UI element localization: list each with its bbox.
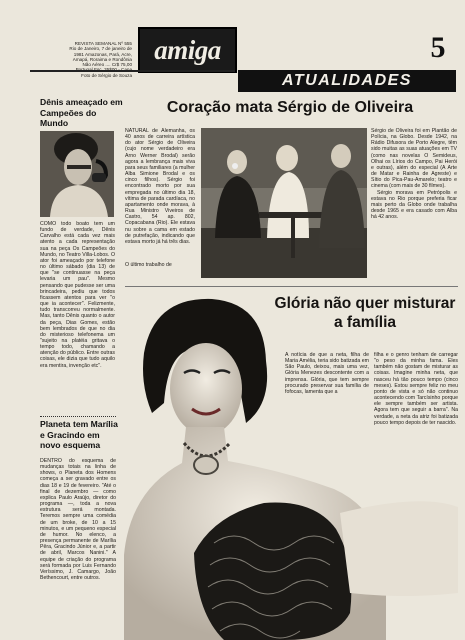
magazine-logo <box>138 27 237 73</box>
masthead-info-line: Não Aéreo .... Cr$ 75,00 <box>82 62 132 68</box>
man-with-phone-image <box>40 131 114 217</box>
masthead-rule <box>30 70 235 72</box>
sergio-photo <box>201 128 367 278</box>
planeta-body: DENTRO do esquema de mudanças totais na linha de shows, o Planeta dos Homens começa a ser gravado entre os dias 18 e 19 de fevereiro. "Até o final de dezembro — como explica Paulo Araújo, diretor do programa —, toda a nova estrutura será montada. Teremos sempre uma comédia de um broke, de 10 a 15 minutos, e um pequeno especial de humor. No elenco, a presença permanente de Marília Pêra, Gracindo Júnior e, a partir de abril, Marcos Nanini." A equipe de criação do programa será formada por Luis Fernando Veríssimo, J. Camargo, João Bethencourt, entre outros. <box>40 458 116 581</box>
logo-text: amiga <box>154 34 221 65</box>
gloria-col2: filha e o genro tenham de carregar "o peso da minha fama. Eles também não gostam de misturar as coisas. Imagine minha neta, que nasceu há tão pouco tempo (cinco meses). Estou sempre feliz no meu ponto de vista e só não continuo acontecendo com Tarcísinho porque ele sempre também ser artista. Agora tem que seguir a barra". Na verdade, a neta da atriz foi batizada pouco tempo depois de ter nascido. <box>374 352 458 426</box>
sergio-col1: NATURAL de Alemanha, os 40 anos de carreira artística do ator Sérgio de Oliveira (cujo nome verdadeiro era Arno Werner Brodal) serão agora a lembrança mais viva para seus familiares (a mulher Alba Simione Brodal e os cinco filhos). Sérgio foi encontrado morto por sua empregada no último dia 18, vítima de parada cardíaca, no apartamento onde morava, à Rua Ministro Viveiros de Castro, 54 ap. 802, Copacabana (Rio). Ele estava nu sobre a cama em estado de putrefação, indicando que estava morto já há três dias. <box>125 128 195 245</box>
gloria-headline-line2: a família <box>333 314 397 331</box>
denis-headline: Dênis ameaçado em Campeões do Mundo <box>40 97 123 129</box>
denis-photo <box>40 131 114 217</box>
planeta-headline: Planeta tem Marília e Gracindo em novo esquema <box>40 419 118 451</box>
scene-with-actors-image <box>201 128 367 278</box>
sergio-col3-paragraph: Sérgio de Oliveira foi em Plantão de Polícia, na Globo. Desde 1942, na Rádio Difusora de Porto Alegre, têm sido muitas as suas atuações em TV (como nas novelas O Semideus, Olhai os Lírios do Campo, Pai Herói e outras), além do especial (A Arte de Matar e Rainha de Agreste) e Sítio do Pica-Pau-Amarelo; teatro e cinema (com mais de 30 filmes). <box>371 128 457 190</box>
gloria-photo <box>124 293 458 640</box>
gloria-headline <box>272 294 458 332</box>
masthead-info-line: 1981 Amazonas, Pará, Acre, <box>73 51 132 57</box>
story-divider <box>125 286 458 287</box>
gloria-headline-line1: Glória não quer misturar <box>274 295 456 312</box>
masthead-info-line: Rio de Janeiro, 7 de janeiro de <box>69 46 132 52</box>
masthead-info-line: Amapá, Roraima e Rondônia <box>72 56 132 62</box>
woman-portrait-image <box>124 293 458 640</box>
sergio-col3 <box>371 128 457 220</box>
masthead-info-line: Foto de Sérgio de Souza <box>81 72 132 78</box>
sergio-col3-paragraph: Sérgio morava em Petrópolis e estava no Rio porque preferia ficar mais perto da Globo onde trabalha desde 1965 e era casado com Alba há 42 anos. <box>371 189 457 221</box>
section-title: ATUALIDADES <box>238 70 456 92</box>
masthead-info-line: REVISTA SEMANAL Nº 555 <box>74 41 132 46</box>
page-number: 5 <box>430 31 446 64</box>
sergio-headline: Coração mata Sérgio de Oliveira <box>166 99 414 116</box>
column-divider <box>40 416 116 417</box>
gloria-col1: A notícia de que a neta, filha de Maria Amélia, teria sido batizada em São Paulo, deixou, mais uma vez, Glória Menezes descontente com a imprensa. Glória, que tem sempre procurado preservar sua família de fofocas, lamenta que a <box>285 352 369 395</box>
sergio-col1-tail: O último trabalho de <box>125 262 172 268</box>
denis-body: COMO todo boato tem um fundo de verdade, Dênis Carvalho está cada vez mais atento a cada representação sua na peça Os Campeões do Mundo, no Teatro Villa-Lobos. O ator foi ameaçado por telefone no último sábado (dia 13) de que "se continuasse na peça levaria um pau". Mesmo pensando que pudesse ser uma brincadeira, pediu que todos ficassem atentos para ver "o que ia acontecer". Felizmente, tudo transcorreu normalmente. Mas, tanto Dênis quanto o autor da peça, Dias Gomes, estão bem lembrados de que no dia do misterioso telefonema um "sujeito na platéia gritava o tempo todo, chamando a atenção do público. Entre outras coisas, ele dizia que tudo aquilo era mentira, invenção etc". <box>40 221 115 369</box>
masthead-info <box>30 41 132 78</box>
